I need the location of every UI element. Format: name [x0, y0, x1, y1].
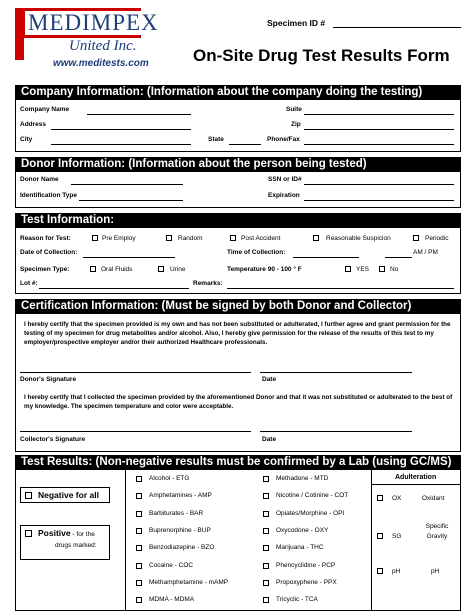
test-section-heading: Test Information:: [15, 213, 461, 228]
drug-item-label: Oxycodone - OXY: [276, 526, 329, 534]
collector-signature-label: Collector's Signature: [20, 436, 86, 443]
logo-name: MEDIMPEX: [25, 11, 162, 35]
adulteration-heading: Adulteration: [395, 474, 437, 481]
id-type-label: Identification Type: [20, 192, 77, 199]
collection-time-minutes-field[interactable]: [385, 257, 412, 258]
logo-url: www.meditests.com: [53, 58, 149, 69]
drug-item-label: Cocaine - COC: [149, 561, 194, 569]
drug-item-label: Opiates/Morphine - OPI: [276, 509, 345, 517]
results-section-heading: Test Results: (Non-negative results must be confirmed by a Lab (using GC/MS): [15, 455, 461, 470]
donor-section-heading: Donor Information: (Information about the person being tested): [15, 157, 461, 172]
adulteration-sg-checkbox[interactable]: [377, 533, 383, 539]
remarks-field[interactable]: [227, 288, 454, 289]
drug-item-checkbox[interactable]: [263, 511, 269, 517]
am-pm-label: AM / PM: [413, 249, 438, 256]
adulteration-ox-code: OX: [392, 495, 402, 502]
drug-item-checkbox[interactable]: [136, 528, 142, 534]
drug-item-checkbox[interactable]: [136, 580, 142, 586]
specimen-id-field[interactable]: [333, 27, 461, 28]
collection-date-label: Date of Collection:: [20, 249, 78, 256]
drug-item-label: MDMA - MDMA: [149, 596, 195, 604]
drug-item-checkbox[interactable]: [263, 493, 269, 499]
temperature-no-label: No: [390, 266, 399, 273]
collector-certification-text: I hereby certify that I collected the specimen provided by the aforementioned Donor and that it was not substituted or adulterated to the best of my knowledge. The specimen temperature and color were acceptable.: [24, 394, 453, 410]
donor-name-field[interactable]: [71, 184, 183, 185]
id-type-field[interactable]: [79, 200, 183, 201]
drug-item-checkbox[interactable]: [136, 545, 142, 551]
collection-time-label: Time of Collection:: [227, 249, 286, 256]
donor-signature-label: Donor's Signature: [20, 376, 77, 383]
drug-item-checkbox[interactable]: [136, 597, 142, 603]
specimen-oral-fluids-checkbox[interactable]: [90, 266, 96, 272]
reason-post-accident-label: Post Accident: [241, 235, 281, 242]
specimen-urine-checkbox[interactable]: [158, 266, 164, 272]
temperature-yes-label: YES: [356, 266, 370, 273]
drug-item-label: Phencyclidine - PCP: [276, 561, 336, 569]
phone-fax-label: Phone/Fax: [267, 136, 300, 143]
drug-item-checkbox[interactable]: [136, 563, 142, 569]
drug-item-label: Barbiturates - BAR: [149, 509, 204, 517]
temperature-no-checkbox[interactable]: [379, 266, 385, 272]
temperature-label: Temperature 90 - 100 ° F: [227, 266, 302, 273]
reason-post-accident-checkbox[interactable]: [230, 235, 236, 241]
donor-signature-field[interactable]: [20, 372, 251, 373]
drug-item-checkbox[interactable]: [263, 580, 269, 586]
drug-item-label: Methamphetamine - mAMP: [149, 578, 229, 586]
specimen-oral-fluids-label: Oral Fluids: [101, 266, 133, 273]
positive-label: [38, 528, 95, 538]
adulteration-sg-name: Specific Gravity: [425, 523, 449, 540]
positive-label-line2: drugs marked:: [55, 542, 97, 549]
drug-item-checkbox[interactable]: [263, 545, 269, 551]
drug-item-checkbox[interactable]: [263, 563, 269, 569]
suite-field[interactable]: [304, 114, 454, 115]
drug-item-label: Benzodiazepine - BZO: [149, 544, 215, 552]
city-field[interactable]: [51, 144, 191, 145]
zip-label: Zip: [291, 121, 301, 128]
ssn-field[interactable]: [304, 184, 454, 185]
adulteration-ox-checkbox[interactable]: [377, 495, 383, 501]
city-label: City: [20, 136, 33, 143]
specimen-type-label: Specimen Type:: [20, 266, 70, 273]
temperature-yes-checkbox[interactable]: [345, 266, 351, 272]
reason-random-checkbox[interactable]: [166, 235, 172, 241]
drug-item-label: Methadone - MTD: [276, 475, 329, 482]
drug-item-checkbox[interactable]: [263, 528, 269, 534]
company-name-field[interactable]: [87, 114, 191, 115]
positive-label-suffix: - for the: [70, 531, 95, 538]
drug-item-checkbox[interactable]: [263, 597, 269, 603]
collector-date-label: Date: [262, 436, 277, 443]
suite-label: Suite: [286, 106, 302, 113]
ssn-label: SSN or ID#: [268, 176, 302, 183]
reason-pre-employ-checkbox[interactable]: [92, 235, 98, 241]
drug-item-label: Marijuana - THC: [276, 544, 324, 552]
expiration-label: Expiration: [268, 192, 300, 199]
reason-periodic-label: Periodic: [425, 235, 449, 242]
company-section-heading: Company Information: (Information about the company doing the testing): [15, 85, 461, 100]
donor-date-label: Date: [262, 376, 277, 383]
certification-section-heading: Certification Information: (Must be signed by both Donor and Collector): [15, 299, 461, 314]
company-name-label: Company Name: [20, 106, 70, 113]
positive-checkbox[interactable]: [25, 530, 32, 537]
adulteration-ox-name: Oxidant: [422, 495, 445, 502]
logo-red-stem: [15, 38, 24, 60]
lot-field[interactable]: [39, 288, 189, 289]
state-field[interactable]: [229, 144, 261, 145]
specimen-id-label: Specimen ID #: [267, 18, 326, 28]
address-label: Address: [20, 121, 47, 128]
results-divider-1: [125, 470, 126, 611]
adulteration-ph-name: pH: [431, 568, 440, 575]
remarks-label: Remarks:: [193, 280, 223, 287]
reason-periodic-checkbox[interactable]: [413, 235, 419, 241]
adulteration-header-divider: [371, 484, 461, 485]
lot-label: Lot #:: [20, 280, 38, 287]
drug-test-form: [15, 8, 461, 611]
state-label: State: [208, 136, 224, 143]
expiration-field[interactable]: [304, 200, 454, 201]
drug-item-checkbox[interactable]: [136, 511, 142, 517]
adulteration-ph-checkbox[interactable]: [377, 568, 383, 574]
reason-pre-employ-label: Pre Employ: [102, 235, 136, 242]
drug-item-label: Amphetamines - AMP: [149, 492, 212, 500]
donor-name-label: Donor Name: [20, 176, 59, 183]
collector-signature-date-field[interactable]: [260, 431, 412, 432]
specimen-urine-label: Urine: [170, 266, 186, 273]
phone-fax-field[interactable]: [304, 144, 454, 145]
adulteration-ph-code: pH: [392, 568, 401, 575]
adulteration-sg-code: SG: [392, 533, 402, 540]
drug-item-checkbox[interactable]: [136, 476, 142, 482]
drug-item-label: Alcohol - ETG: [149, 475, 190, 482]
drug-item-label: Buprenorphine - BUP: [149, 526, 211, 534]
drug-item-label: Tricyclic - TCA: [276, 596, 318, 604]
company-logo: [15, 8, 172, 72]
drug-item-label: Propoxyphene - PPX: [276, 578, 337, 586]
form-title: On-Site Drug Test Results Form: [193, 46, 450, 65]
collection-date-field[interactable]: [83, 257, 175, 258]
reason-suspicion-checkbox[interactable]: [313, 235, 319, 241]
negative-for-all-label: Negative for all: [38, 490, 99, 500]
positive-label-text: Positive: [38, 528, 71, 538]
drug-item-checkbox[interactable]: [263, 476, 269, 482]
results-divider-2: [371, 470, 372, 611]
drug-item-checkbox[interactable]: [136, 493, 142, 499]
drug-item-label: Nicotine / Cotinine - COT: [276, 492, 349, 500]
logo-subtitle: United Inc.: [69, 38, 137, 54]
negative-for-all-checkbox[interactable]: [25, 492, 32, 499]
address-field[interactable]: [51, 129, 191, 130]
zip-field[interactable]: [304, 129, 454, 130]
donor-signature-date-field[interactable]: [260, 372, 412, 373]
collection-time-field[interactable]: [293, 257, 359, 258]
reason-suspicion-label: Reasonable Suspicion: [326, 235, 391, 242]
donor-section: [15, 172, 461, 208]
reason-random-label: Random: [178, 235, 203, 242]
donor-certification-text: I hereby certify that the specimen provided is my own and has not been substituted or adulterated, I further agree and grant permission for the testing of my specimen for drug metabolites and/or alcohol. Also, I hereby give permission for the release of the results of this test to my employer/prospective employer and/or their authorized Healthcare professionals.: [24, 321, 451, 346]
test-section: [15, 228, 461, 294]
collector-signature-field[interactable]: [20, 431, 251, 432]
reason-label: Reason for Test:: [20, 235, 71, 242]
